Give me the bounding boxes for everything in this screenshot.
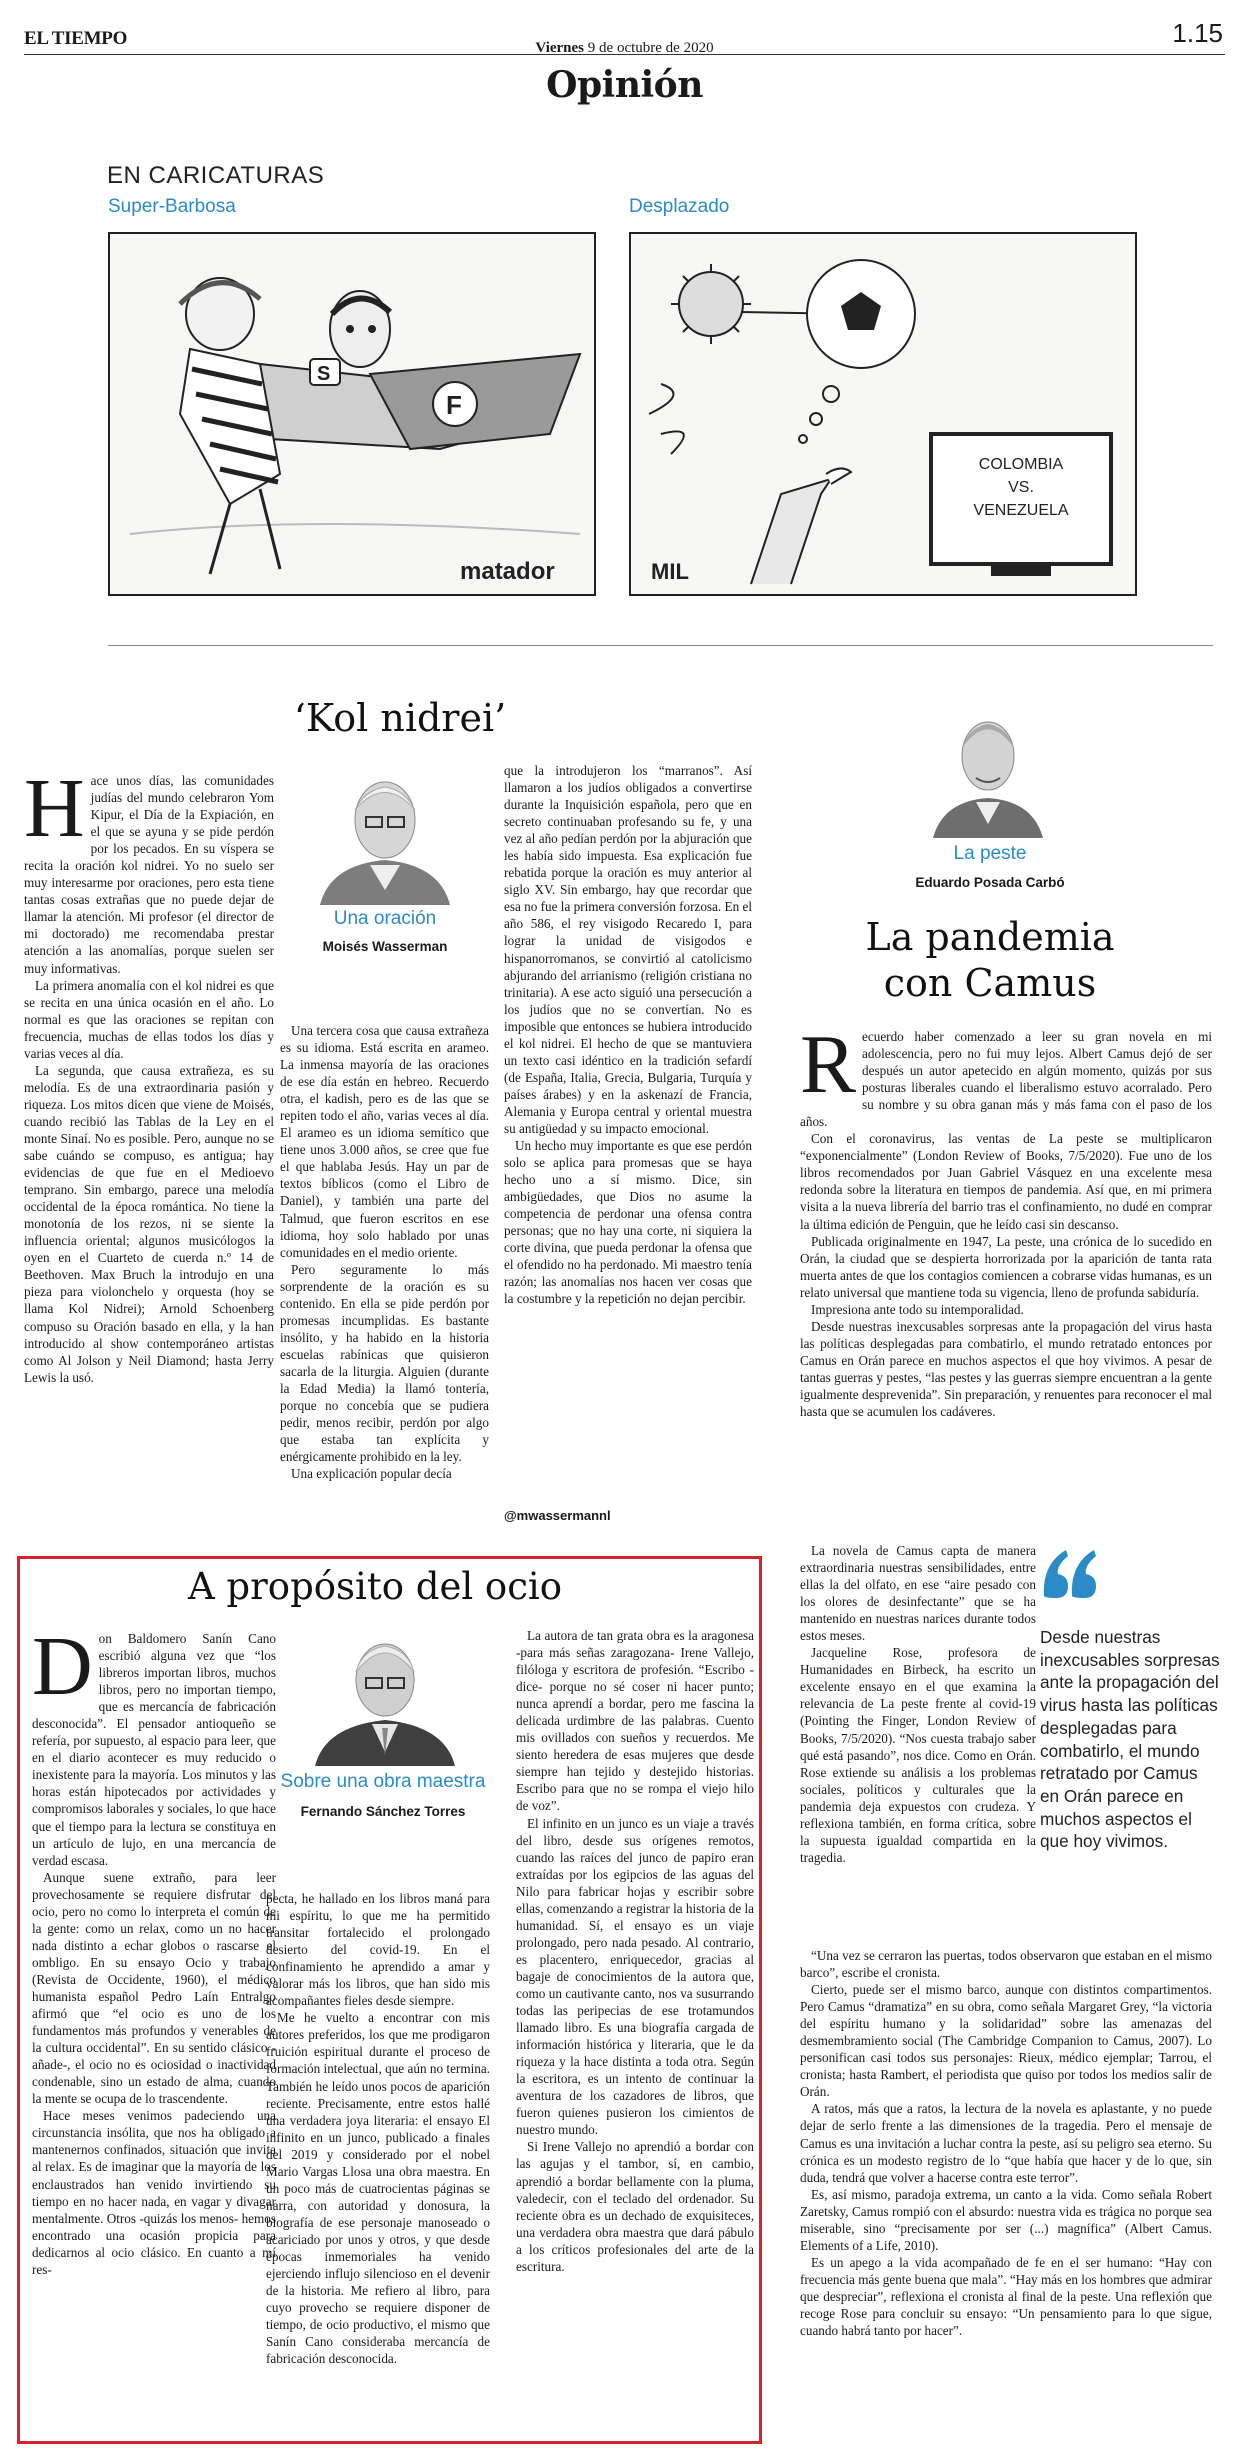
article-ocio-paragraph: La autora de tan grata obra es la aragonesa -para más señas zaragozana- Irene Vallejo, filóloga y escritora de profesión. “Escribo -dice- porque no sé coser ni hacer punto; nunca aprendí a bordar, pero me fascina la delicada urdimbre de las palabras. Cuento mis ovillados con sueños y recuerdos. Me siento heredera de esas mujeres que desde siempre han tejido y destejido historias. Escribo para que no se rompa el viejo hilo de voz”.	[516, 1628, 754, 1814]
article-kol-column-2	[280, 1022, 489, 1482]
issue-date	[0, 40, 1249, 57]
article-camus-paragraph: Impresiona ante todo su intemporalidad.	[811, 1301, 1024, 1317]
article-camus-paragraph: Es un apego a la vida acompañado de fe en el ser humano: “Hay con frecuencia más gente buena que mala”. “Hay más en los hombres que admirar que despreciar”, reflexiona el cronista al final de la peste. Una reflexión que recoge Rose para concluir su ensayo: “Un pensamiento para lo que sigue, cuando habrá tanto por hacer”.	[800, 2254, 1212, 2339]
article-camus-kicker: La peste	[953, 843, 1027, 864]
article-camus-column-1	[800, 1018, 1212, 1420]
article-camus-byline: Eduardo Posada Carbó	[915, 875, 1065, 890]
article-kol-twitter-handle[interactable]: @mwassermannl	[504, 1508, 611, 1523]
article-ocio-column-3	[516, 1627, 754, 2275]
article-camus-paragraph: Desde nuestras inexcusables sorpresas ante la propagación del virus hasta las políticas desplegadas para combatirlo, el mundo retratado entonces por Camus en Orán parece en muchos aspectos el que hoy vivimos. A pesar de tantas guerras y pestes, “las pestes y las guerras siempre encuentran a la gente igualmente desprevenida”. Sin preparación, y renuentes para reconocer el mal hasta que se acumulen los cadáveres.	[800, 1318, 1212, 1420]
article-ocio-byline: Fernando Sánchez Torres	[300, 1804, 466, 1819]
article-kol-paragraph: Una explicación popular decía	[291, 1466, 452, 1482]
article-kol-paragraph: Pero seguramente lo más sorprendente de la oración es su contenido. En ella se pide perdón por promesas incumplidas. Es bastante insólito, y ha habido en la historia escuelas rabínicas que quisieron sacarla de la liturgia. Alguien (durante la Edad Media) la llamó tontería, porque no concebía que se pudiera pedir, menos recibir, perdón por algo que estaba tan explícita y enérgicamente prohibido en la ley.	[280, 1261, 489, 1465]
article-camus-headline-line-2: con Camus	[883, 961, 1097, 1005]
article-camus-paragraph	[800, 1018, 1212, 1130]
page-number: 1.15	[1172, 18, 1223, 48]
article-camus-paragraph: Con el coronavirus, las ventas de La peste se multiplicaron “exponencialmente” (London Review of Books, 7/5/2020). Fue uno de los libros recomendados por Juan Gabriel Vásquez en una excelente mesa redonda sobre la literatura en tiempos de pandemia. Así que, en mi primera visita a la nueva librería del barrio tras el confinamiento, no dudé en comprar la última edición de Penguin, que he leído casi sin descanso.	[800, 1131, 1212, 1232]
date-rest: 9 de octubre de 2020	[584, 40, 714, 56]
article-camus-paragraph: A ratos, más que a ratos, la lectura de la novela es aplastante, y no puede dejar de serlo frente a las dimensiones de la tragedia. Pero el mensaje de Camus es una invitación a luchar contra la peste, así su peligro sea eterno. Su crónica es un modesto registro de lo “que había que hacer y de lo que, sin duda, tendrá que volver a hacerse contra este terror”.	[800, 2101, 1212, 2185]
tv-line-2: VS.	[1008, 479, 1034, 496]
article-ocio-paragraph	[32, 1620, 276, 1869]
article-camus-paragraph: Publicada originalmente en 1947, La peste, una crónica de lo sucedido en Orán, la ciudad que se despierta horrorizada por la aparición de tanta rata muerta antes de que los contagios comiencen a cobrarse vidas humanas, es un relato universal que mantiene toda su vigencia, lleno de profunda sabiduría.	[800, 1233, 1212, 1300]
caricature-caption-right: Desplazado	[629, 196, 730, 217]
quote-mark-icon	[1040, 1546, 1100, 1600]
article-ocio-dropcap: D	[32, 1620, 93, 1713]
section-divider	[108, 645, 1213, 646]
article-ocio-paragraph: Hace meses venimos padeciendo una circunstancia insólita, que nos ha obligado a mantenernos confinados, situación que invita al relax. Es de imaginar que la mayoría de los enclaustrados han venido invirtiendo su tiempo en no hacer nada, en vagar y divagar mentalmente. Otros -quizás los menos- hemos encontrado una ocasión propicia para dedicarnos al ocio clásico. En cuanto a mí res-	[32, 2108, 276, 2277]
caricature-drawing-right	[631, 234, 1135, 594]
caricature-signature-left: matador	[460, 558, 555, 585]
caricature-desplazado	[629, 232, 1137, 596]
article-camus-column-2	[800, 1542, 1036, 1866]
tv-line-1: COLOMBIA	[978, 456, 1064, 473]
badge-letter: S	[317, 363, 331, 385]
article-camus-headline	[800, 914, 1180, 1006]
article-kol-paragraph	[24, 762, 274, 977]
article-ocio-headline: A propósito del ocio	[187, 1565, 563, 1608]
author-portrait-wasserman	[300, 765, 470, 905]
article-kol-dropcap: H	[24, 762, 85, 855]
article-ocio-kicker: Sobre una obra maestra	[280, 1771, 486, 1792]
article-kol-paragraph: La primera anomalía con el kol nidrei es que se recita en una única ocasión en el año. Lo normal es que las oraciones se repitan con frecuencia, muchas de ellas todos los días y varias veces al día.	[24, 977, 274, 1061]
article-camus-pullquote: Desde nuestras inexcusables sorpresas ante la propagación del virus hasta las políticas desplegadas para combatirlo, el mundo retratado por Camus en Orán parece en muchos aspectos el que hoy vivimos.	[1040, 1627, 1220, 1852]
article-kol-paragraph: Una tercera cosa que causa extrañeza es su idioma. Está escrita en arameo. La inmensa mayoría de las oraciones de ese día están en hebreo. Recuerdo otra, el kadish, pero es de las que se repiten todo el año, varias veces al día. El arameo es un idioma semítico que tiene unos 3.000 años, se cree que fue el que hablaba Jesús. Hay un par de textos bíblicos (como el Libro de Daniel), y también una parte del Talmud, que fueron escritos en ese idioma, hoy solo hablado por unas comunidades en el medio oriente.	[280, 1023, 489, 1260]
article-kol-kicker: Una oración	[333, 908, 437, 929]
article-kol-column-3	[504, 762, 752, 1308]
article-ocio-column-1	[32, 1620, 276, 2278]
article-ocio-paragraph: pecta, he hallado en los libros maná para mi espíritu, lo que me ha permitido transitar fortalecido el prolongado desierto del covid-19. En el confinamiento he aprendido a amar y valorar más los libros, que han sido mis acompañantes fieles desde siempre.	[266, 1891, 490, 2009]
article-ocio-paragraph: Aunque suene extraño, para leer provechosamente se requiere disfrutar del ocio, pero no como lo interpreta el común de la gente: como un relax, como un no hacer nada distinto a echar globos o rascarse el ombligo. En su ensayo Ocio y trabajo (Revista de Occidente, 1960), el médico humanista español Pedro Laín Entralgo afirmó que “el ocio es uno de los fundamentos más profundos y venerables de la cultura occidental”. En su sentido clásico -añade-, el ocio no es ociosidad o inactividad condenable, sino un estado de alma, cuando la mente se ocupa de lo trascendente.	[32, 1869, 276, 2107]
article-ocio-column-2	[266, 1890, 490, 2367]
article-camus-paragraph: Jacqueline Rose, profesora de Humanidades en Birbeck, ha escrito un excelente ensayo en el que examina la relevancia de La peste frente al covid-19 (Pointing the Finger, London Review of Books, 7/5/2020). “Nos cuesta trabajo saber qué está pasando”, nos dice. Como en Orán. Rose extiende su análisis a los problemas sociales, políticos y culturales que la pandemia deja expuestos con crudeza. Y reflexiona también, en forma crítica, sobre la supuesta igualdad compartida en la tragedia.	[800, 1645, 1036, 1865]
article-kol-headline: ‘Kol nidrei’	[293, 696, 507, 740]
newspaper-brand: EL TIEMPO	[24, 28, 128, 49]
cape-letter: F	[446, 390, 462, 420]
article-kol-column-1	[24, 762, 274, 1386]
article-camus-column-3	[800, 1947, 1212, 2339]
caricature-super-barbosa	[108, 232, 596, 596]
article-camus-paragraph: Es, así mismo, paradoja extrema, un canto a la vida. Como señala Robert Zaretsky, Camus rompió con el absurdo: nuestra vida es trágica no porque sea miserable, sino “precisamente por ser (...) magnífica” (Albert Camus. Elements of a Life, 2010).	[800, 2186, 1212, 2253]
caricature-caption-left: Super-Barbosa	[108, 196, 236, 217]
author-portrait-sanchez-torres	[300, 1628, 470, 1766]
article-kol-byline: Moisés Wasserman	[322, 939, 448, 954]
section-title: Opinión	[546, 64, 703, 106]
article-camus-paragraph: “Una vez se cerraron las puertas, todos observaron que estaban en el mismo barco”, escribe el cronista.	[800, 1948, 1212, 1981]
article-kol-paragraph: La segunda, que causa extrañeza, es su melodía. Es de una extraordinaria pasión y riqueza. Los mitos dicen que viene de Moisés, cuando recibió las Tablas de la Ley en el monte Sinaí. No es posible. Pero, aunque no se sabe cuándo se compuso, es antigua; hay evidencias de que fue en el Medioevo temprano. Sin embargo, parece una melodía occidental de la época romántica. No tiene la monotonía de los rezos, ni se siente la influencia oriental; algunos musicólogos la oyen en el Cuarteto de cuerda n.º 14 de Beethoven. Max Bruch la introdujo en una pieza para violonchelo y orquesta (hoy se llama Kol Nidrei); Arnold Schoenberg compuso su Oración basado en ella, y la han introducido al show contemporáneo artistas como Al Jolson y Neil Diamond; hasta Jerry Lewis la usó.	[24, 1062, 274, 1385]
article-camus-headline-line-1: La pandemia	[865, 915, 1115, 959]
article-ocio-paragraph: Si Irene Vallejo no aprendió a bordar con las agujas y el tambor, sí, en cambio, aprendió a bordar bellamente con la pluma, valedecir, con el teclado del ordenador. Su reciente obra es un dechado de exquisiteces, una verdadera obra maestra que dará pábulo a los críticos profesionales del arte de la escritura.	[516, 2139, 754, 2274]
caricature-drawing-left	[110, 234, 594, 594]
article-camus-paragraph: La novela de Camus capta de manera extraordinaria nuestras sensibilidades, entre ellas la del olfato, en ese “aire pesado con los olores de desinfectante” que se ha mantenido en nuestras narices durante todos estos meses.	[800, 1543, 1036, 1644]
article-kol-paragraph: que la introdujeron los “marranos”. Así llamaron a los judíos obligados a convertirse durante la Inquisición española, pero que en secreto continuaban profesando su fe, y una vez al año pedían perdón por la abjuración que les había sido impuesta. Esa explicación fue rebatida porque la oración es muy anterior al siglo XV. Sin embargo, hay que recordar que esa no fue la primera conversión forzosa. En el año 586, el rey visigodo Recaredo I, para lograr la unidad de visigodos e hispanorromanos, se convirtió al catolicismo abjurando del arrianismo (religión cristiana no trinitaria). A ese acto siguió una persecución a los judíos que no se convertían. No es imposible que entonces se hubiera introducido el kol nidrei. El hecho de que se mantuviera un texto casi idéntico en la tradición sefardí (de España, Italia, Grecia, Bulgaria, Turquía y países árabes) y en la askenazí de Francia, Alemania y Europa central y oriental muestra su antigüedad y su impacto emocional.	[504, 763, 752, 1136]
article-camus-paragraph: Cierto, puede ser el mismo barco, aunque con distintos compartimentos. Pero Camus “dramatiza” en su obra, como señala Margaret Grey, “la victoria del espíritu humano y la solidaridad” sobre las amenazas del desmembramiento social (The Cambridge Companion to Camus, 2007). Lo personifican casi todos sus personajes: Rieux, médico ejemplar; Tarrou, el cronista; hasta Rambert, el periodista que quiso por todos los medios salir de Orán.	[800, 1982, 1212, 2100]
article-ocio-paragraph: El infinito en un junco es un viaje a través del libro, desde sus orígenes remotos, cuando las raíces del junco de papiro eran extraídas por los egipcios de las aguas del Nilo para fabricar hojas y escribir sobre ellas, comenzando a registrar la historia de la humanidad. Sí, el ensayo es un viaje prolongado, pero nada pesado. Al contrario, es placentero, enriquecedor, gracias al bagaje de conocimientos de la autora que, como un cautivante canto, nos va susurrando todas las peripecias de ese trotamundos llamado libro. Es una biografía cargada de información histórica y literaria, que le da riqueza y la hace distinta a toda otra. Según la escritora, es un intento de continuar la aventura de los cazadores de libros, que fueron quienes pusieron los cimientos de nuestro mundo.	[516, 1815, 755, 2138]
caricature-signature-right: MIL	[651, 559, 689, 584]
tv-line-3: VENEZUELA	[973, 502, 1069, 519]
article-kol-paragraph: Un hecho muy importante es que ese perdón solo se aplica para promesas que se haya hecho uno a sí mismo. Dice, sin ambigüedades, que Dios no asume la competencia de perdonar una ofensa contra personas; que no hay una corte, ni siquiera la corte divina, que pueda perdonar la ofensa que el ofendido no ha perdonado. Mi maestro tenía razón; las anomalías nos hacen ver cosas que la costumbre y la repetición no dejan percibir.	[504, 1138, 752, 1307]
article-camus-dropcap: R	[800, 1018, 857, 1111]
article-camus-paragraph-text: ecuerdo haber comenzado a leer su gran novela en mi adolescencia, pero no fui muy lejos. Albert Camus dejó de ser después un autor apetecido en algún momento, quizás por sus posturas liberales cuando el liberalismo estuvo acorralado. Pero su nombre y su obra ganan más y más fama con el paso de los años.	[800, 1029, 1212, 1130]
article-ocio-paragraph-text: on Baldomero Sanín Cano escribió alguna vez que “los libreros importan libros, muchos libros, pero no importan tiempo, que es mercancía de fabricación desconocida”. El pensador antioqueño se refería, por supuesto, al espacio para leer, que en el diario acontecer es muy reducido o inexistente para la mayoría. Los minutos y las horas están hipotecados por actividades y compromisos laborales y sociales, lo que hace que el tiempo para la lectura se constituya en un artículo de lujo, en una mercancía de verdad escasa.	[32, 1631, 276, 1868]
date-day: Viernes	[535, 40, 585, 56]
article-ocio-paragraph: Me he vuelto a encontrar con mis autores preferidos, los que me prodigaron fruición espiritual durante el proceso de formación intelectual, que aún no termina. También he leído unos pocos de aparición reciente. Precisamente, entre estos hallé una verdadera joya literaria: el ensayo El infinito en un junco, publicado a finales del 2019 y considerado por el nobel Mario Vargas Llosa una obra maestra. En un poco más de cuatrocientas páginas se narra, con autoridad y donosura, la biografía de ese personaje manoseado o acariciado por unos y otros, y que desde épocas inmemoriales ha venido ejerciendo influjo silencioso en el devenir de la historia. Me refiero al libro, para cuyo provecho se requiere disponer de tiempo, de ocio productivo, el mismo que Sanín Cano consideraba mercancía de fabricación desconocida.	[266, 2010, 490, 2367]
author-portrait-posada	[928, 706, 1048, 838]
caricatures-heading: EN CARICATURAS	[107, 162, 325, 189]
article-kol-paragraph-text: ace unos días, las comunidades judías del mundo celebraron Yom Kipur, el Día de la Expiación, en el que se ayuna y se pide perdón por los pecados. En su víspera se recita la oración kol nidrei. Yo no suelo ser muy interesarme por oraciones, pero esta tiene tantas cosas extrañas que no puede dejar de llamar la atención. Mi profesor (el director de mi doctorado) me recomendaba prestar atención a las anomalías, porque suelen ser muy informativas.	[24, 773, 274, 976]
